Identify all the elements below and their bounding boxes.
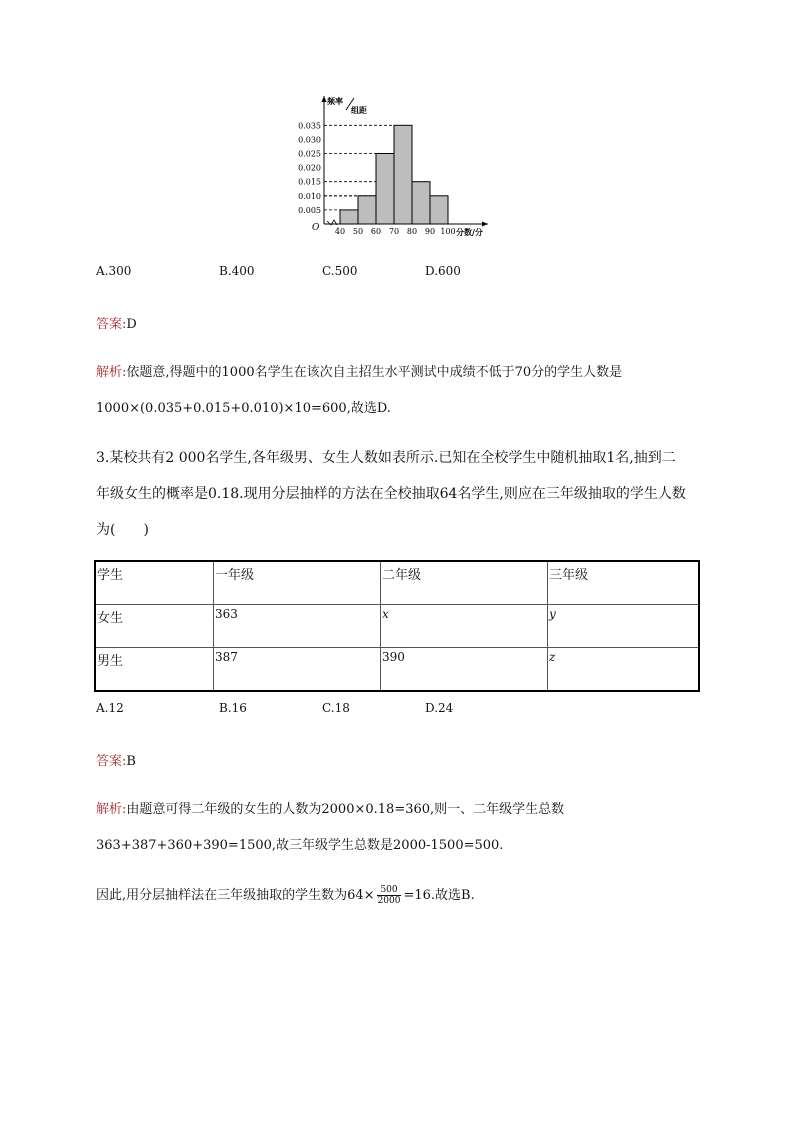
- fraction: [377, 885, 402, 906]
- histogram-bar: [340, 210, 358, 224]
- q3-answer-label: 答案:: [96, 754, 127, 769]
- q3-answer: [96, 750, 136, 769]
- histogram-bar: [430, 196, 448, 224]
- histogram-bar: [358, 196, 376, 224]
- frequency-histogram: [280, 88, 510, 248]
- q3-stem-line1: 3.某校共有2 000名学生,各年级男、女生人数如表所示.已知在全校学生中随机抽取1名,抽到二: [96, 450, 676, 466]
- table-header-cell: 三年级: [548, 561, 700, 605]
- table-cell: z: [548, 648, 700, 692]
- q2-analysis-line2: 1000×(0.035+0.015+0.010)×10=600,故选D.: [96, 401, 391, 416]
- table-row: [95, 605, 699, 648]
- y-axis-arrow: [322, 96, 327, 102]
- table-header-cell: 一年级: [214, 561, 381, 605]
- fraction-denominator: 2000: [377, 896, 401, 906]
- q3-analysis-label: 解析:: [96, 802, 127, 817]
- table-cell: 男生: [95, 648, 214, 692]
- y-tick-label: 0.020: [298, 163, 321, 173]
- histogram-bar: [394, 125, 412, 224]
- y-axis-label-top: 频率: [327, 96, 343, 106]
- q2-analysis-text1: 依题意,得题中的1000名学生在该次自主招生水平测试中成绩不低于70分的学生人数是: [126, 365, 623, 380]
- x-axis-label: 分数/分: [456, 227, 483, 237]
- q2-analysis-line1: [96, 361, 622, 380]
- x-tick-label: 90: [424, 227, 436, 236]
- q3-option-a[interactable]: A.12: [96, 701, 124, 715]
- x-tick-label: 70: [388, 227, 400, 236]
- grade-table: [94, 560, 700, 692]
- table-cell: x: [381, 605, 548, 648]
- table-cell: 女生: [95, 605, 214, 648]
- q2-option-a[interactable]: A.300: [96, 264, 132, 278]
- x-tick-label: 80: [406, 227, 418, 236]
- y-tick-label: 0.030: [298, 135, 321, 145]
- q2-option-b[interactable]: B.400: [219, 264, 255, 278]
- q2-answer-label: 答案:: [96, 317, 127, 332]
- q3-analysis-line3: [96, 884, 475, 906]
- q2-answer: [96, 313, 137, 332]
- x-tick-label: 60: [370, 227, 382, 236]
- q3-stem-line2: 年级女生的概率是0.18.现用分层抽样的方法在全校抽取64名学生,则应在三年级抽取的学生人数: [96, 486, 686, 502]
- y-tick-label: 0.005: [298, 205, 321, 215]
- q3-analysis-line2: 363+387+360+390=1500,故三年级学生总数是2000-1500=500.: [96, 838, 504, 853]
- y-tick-label: 0.015: [298, 177, 321, 187]
- q3-answer-value: B: [126, 754, 136, 769]
- x-tick-label: 50: [352, 227, 364, 236]
- y-tick-label: 0.025: [298, 149, 321, 159]
- q3-analysis-text1: 由题意可得二年级的女生的人数为2000×0.18=360,则一、二年级学生总数: [126, 802, 565, 817]
- y-axis-label-bottom: 组距: [351, 105, 367, 115]
- histogram-bar: [376, 154, 394, 225]
- table-row: [95, 648, 699, 692]
- q2-answer-value: D: [126, 317, 137, 332]
- y-tick-label: 0.010: [298, 191, 321, 201]
- q2-analysis-label: 解析:: [96, 365, 127, 380]
- q3-analysis-text3-post: =16.故选B.: [403, 888, 475, 903]
- q3-option-d[interactable]: D.24: [425, 701, 454, 715]
- histogram-bar: [412, 182, 430, 224]
- table-cell: 387: [214, 648, 381, 692]
- table-header-row: [95, 561, 699, 605]
- x-tick-label: 100: [440, 227, 456, 236]
- q3-analysis-line1: [96, 798, 564, 817]
- q2-option-c[interactable]: C.500: [322, 264, 358, 278]
- q2-option-d[interactable]: D.600: [425, 264, 461, 278]
- table-cell: 390: [381, 648, 548, 692]
- fraction-numerator: 500: [377, 885, 402, 896]
- table-cell: y: [548, 605, 700, 648]
- y-tick-label: 0.035: [298, 121, 321, 131]
- x-axis-arrow: [482, 222, 488, 227]
- q3-stem-line3: 为( ): [96, 522, 149, 538]
- q3-option-b[interactable]: B.16: [219, 701, 247, 715]
- table-cell: 363: [214, 605, 381, 648]
- table-header-cell: 二年级: [381, 561, 548, 605]
- x-tick-label: 40: [334, 227, 346, 236]
- q3-option-c[interactable]: C.18: [322, 701, 350, 715]
- q3-analysis-text3-pre: 因此,用分层抽样法在三年级抽取的学生数为64×: [96, 888, 375, 903]
- table-header-cell: 学生: [95, 561, 214, 605]
- origin-label: O: [312, 223, 320, 233]
